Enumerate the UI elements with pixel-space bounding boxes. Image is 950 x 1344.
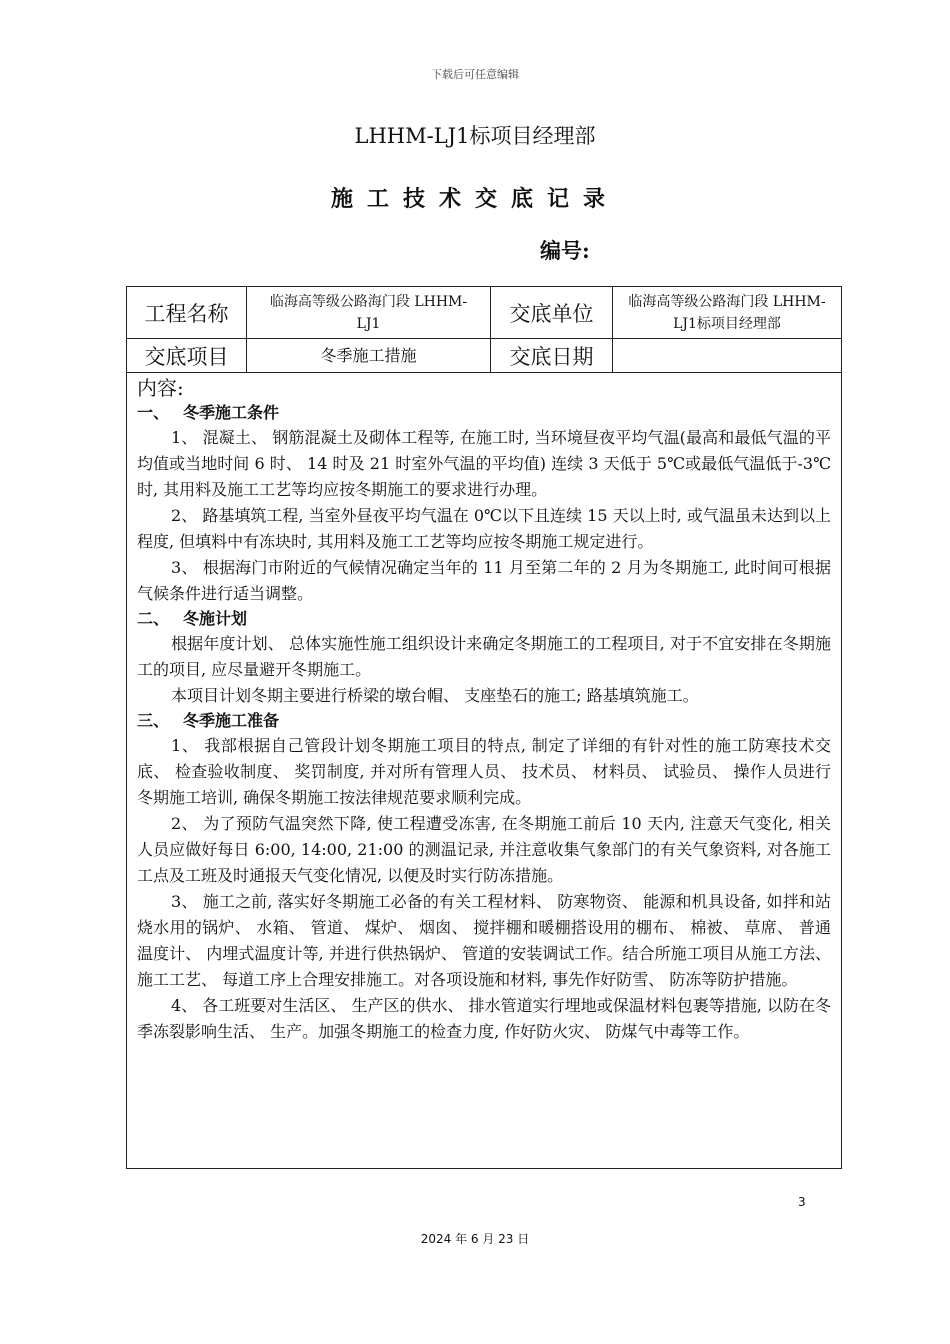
section-paragraph: 3、 施工之前, 落实好冬期施工必备的有关工程材料、 防寒物资、 能源和机具设备, 如拌和站烧水用的锅炉、 水箱、 管道、 煤炉、 烟囱、 搅拌棚和暖棚搭设用的棚布、 棉被、 草席、 普通温度计、 内埋式温度计等, 并进行供热锅炉、 管道的安装调试工作。结合所施工项目从施工方法、 施工工艺、 每道工序上合理安排施工。对各项设施和材料, 事先作好防雪、 防冻等防护措施。 — [137, 892, 831, 989]
header-note: 下载后可任意编辑 — [431, 68, 519, 81]
section-heading-text: 冬季施工准备 — [183, 711, 280, 730]
section-number: 二、 — [137, 609, 170, 628]
section-paragraph: 2、 路基填筑工程, 当室外昼夜平均气温在 0℃以下且连续 15 天以上时, 或气温虽未达到以上程度, 但填料中有冻块时, 其用料及施工工艺等均应按冬期施工规定进行。 — [137, 506, 831, 551]
section-paragraph: 1、 我部根据自己管段计划冬期施工项目的特点, 制定了详细的有针对性的施工防寒技术交底、 检查验收制度、 奖罚制度, 并对所有管理人员、 技术员、 材料员、 试验员、 操作人员进行冬期施工培训, 确保冬期施工按法律规范要求顺利完成。 — [137, 736, 831, 807]
section-heading-text: 冬施计划 — [183, 609, 248, 628]
date-label: 交底日期 — [491, 339, 613, 373]
number-label: 编号: — [540, 238, 590, 263]
section-paragraph: 4、 各工班要对生活区、 生产区的供水、 排水管道实行埋地或保温材料包裹等措施, 以防在冬季冻裂影响生活、 生产。加强冬期施工的检查力度, 作好防火灾、 防煤气中毒等工作。 — [137, 996, 831, 1041]
section-number: 三、 — [137, 711, 170, 730]
section-paragraph: 2、 为了预防气温突然下降, 使工程遭受冻害, 在冬期施工前后 10 天内, 注意天气变化, 相关人员应做好每日 6:00, 14:00, 21:00 的测温记录, 并注意收集气象部门的有关气象资料, 对各施工工点及工班及时通报天气变化情况, 以便及时实行防冻措施。 — [137, 814, 831, 885]
section-paragraph: 1、 混凝土、 钢筋混凝土及砌体工程等, 在施工时, 当环境昼夜平均气温(最高和最低气温的平均值或当地时间 6 时、 14 时及 21 时室外气温的平均值) 连续 3 天低于 5℃或最低气温低于-3℃时, 其用料及施工工艺等均应按冬期施工的要求进行办理。 — [137, 428, 831, 499]
page-number: 3 — [798, 1195, 806, 1209]
unit-value: 临海高等级公路海门段 LHHM-LJ1标项目经理部 — [613, 287, 842, 339]
section-heading — [137, 709, 831, 733]
date-value — [613, 339, 842, 373]
section-heading — [137, 607, 831, 631]
section-heading-text: 冬季施工条件 — [183, 403, 280, 422]
unit-label: 交底单位 — [491, 287, 613, 339]
content-cell — [127, 373, 842, 1169]
item-value: 冬季施工措施 — [247, 339, 491, 373]
section-paragraph: 3、 根据海门市附近的气候情况确定当年的 11 月至第二年的 2 月为冬期施工, 此时间可根据气候条件进行适当调整。 — [137, 558, 831, 603]
organization-title: LHHM-LJ1标项目经理部 — [354, 124, 596, 148]
project-name-label: 工程名称 — [127, 287, 247, 339]
section-number: 一、 — [137, 403, 170, 422]
footer-date: 2024 年 6 月 23 日 — [420, 1232, 530, 1246]
content-sections — [137, 401, 831, 1045]
item-label: 交底项目 — [127, 339, 247, 373]
content-title: 内容: — [137, 376, 184, 400]
project-name-value: 临海高等级公路海门段 LHHM-LJ1 — [247, 287, 491, 339]
document-title: 施工技术交底记录 — [330, 186, 619, 212]
section-heading — [137, 401, 831, 425]
record-form-table — [126, 286, 842, 1169]
section-paragraph: 本项目计划冬期主要进行桥梁的墩台帽、 支座垫石的施工; 路基填筑施工。 — [171, 686, 699, 705]
section-paragraph: 根据年度计划、 总体实施性施工组织设计来确定冬期施工的工程项目, 对于不宜安排在冬期施工的项目, 应尽量避开冬期施工。 — [137, 634, 831, 679]
